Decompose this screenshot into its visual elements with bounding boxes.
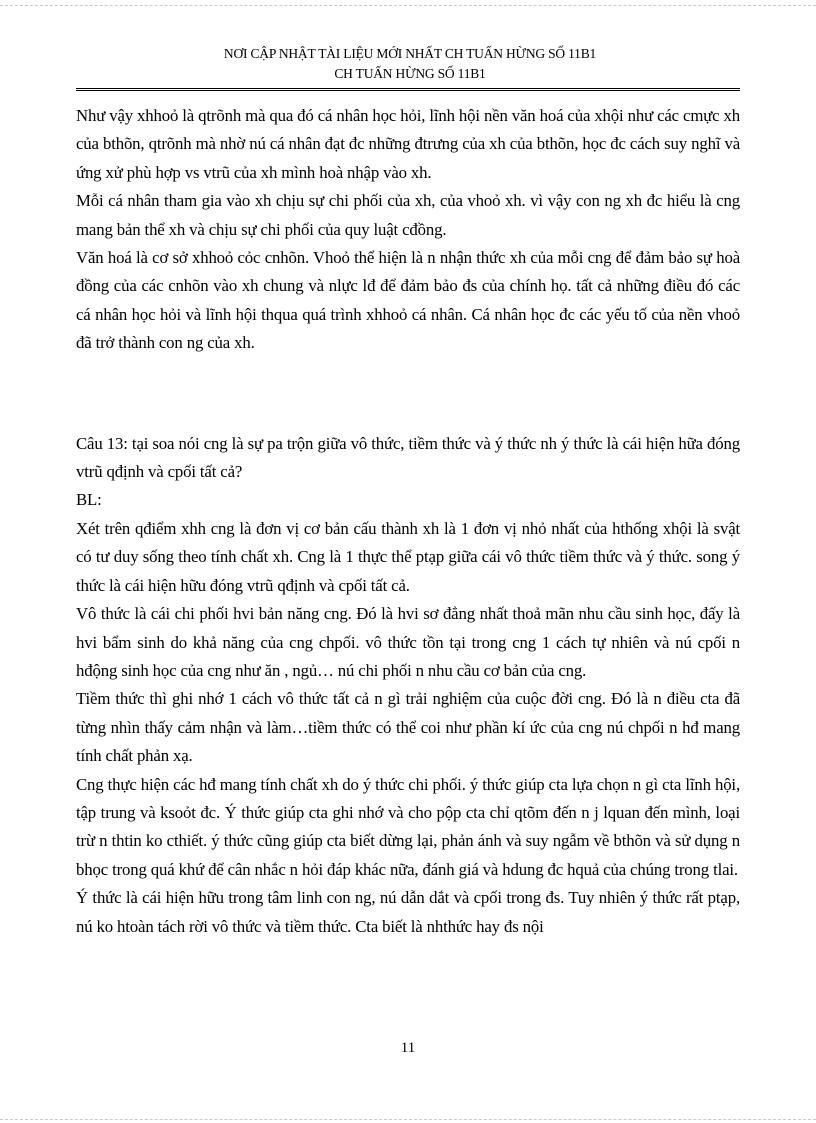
paragraph: Cng thực hiện các hđ mang tính chất xh do ý thức chi phối. ý thức giúp cta lựa chọn n gì cta lĩnh hội, tập trung và ksoỏt đc. Ý thức giúp cta ghi nhớ và cho pộp cta chỉ qtõm đến n j lquan đến mình, loại trừ n thtin ko cthiết. ý thức cũng giúp cta biết dừng lại, phản ánh và suy ngẫm về bthõn và sử dụng n bhọc trong quá khứ để cân nhắc n hỏi đáp khác nữa, đánh giá và hdung đc hquả của chúng trong tlai. xyxy=(76,774,740,879)
page-number: 11 xyxy=(400,1040,416,1056)
paragraph: Xét trên qđiểm xhh cng là đơn vị cơ bản cấu thành xh là 1 đơn vị nhỏ nhất của hthống xhội là svật có tư duy sống theo tính chất xh. Cng là 1 thực thể ptạp giữa cái vô thức tiềm thức và ý thức. song ý thức là cái hiện hữu đóng vtrũ qđịnh và cpối tất cả. xyxy=(76,518,740,595)
document-body xyxy=(76,102,740,941)
answer-label: BL: xyxy=(76,490,102,510)
paragraph: Như vậy xhhoỏ là qtrõnh mà qua đó cá nhân học hỏi, lĩnh hội nền văn hoá của xhội như các cmực xh của bthõn, qtrõnh mà nhờ nú cá nhân đạt đc những đtrưng của xh của bthõn, học đc cách suy nghĩ và ứng xử phù hợp vs vtrũ của xh mình hoà nhập vào xh. xyxy=(76,106,740,182)
paragraph: Văn hoá là cơ sở xhhoỏ cỏc cnhõn. Vhoỏ thể hiện là n nhận thức xh của mỗi cng để đảm bảo sự hoà đồng của các cnhõn vào xh chung và nlực lđ để đảm bảo đs của chính họ. tất cả những điều đó các cá nhân học hỏi và lĩnh hội thqua quá trình xhhoỏ cá nhân. Cá nhân học đc các yếu tố của nền vhoỏ đã trở thành con ng của xh. xyxy=(76,248,740,353)
page-header xyxy=(60,44,760,84)
paragraph: Mỗi cá nhân tham gia vào xh chịu sự chi phối của xh, của vhoỏ xh. vì vậy con ng xh đc hiểu là cng mang bản thể xh và chịu sự chi phối của quy luật cđồng. xyxy=(76,191,740,239)
header-line-2: CH TUẤN HỪNG SỐ 11B1 xyxy=(334,66,486,81)
page-bottom-border xyxy=(0,1119,816,1120)
paragraph: Ý thức là cái hiện hữu trong tâm linh con ng, nú dẫn dắt và cpối trong đs. Tuy nhiên ý thức rất ptạp, nú ko htoàn tách rời vô thức và tiềm thức. Cta biết là nhthức hay đs nội xyxy=(76,888,740,936)
page-top-border xyxy=(0,5,816,6)
paragraph: Vô thức là cái chi phối hvi bản năng cng. Đó là hvi sơ đẳng nhất thoả mãn nhu cầu sinh học, đấy là hvi bẩm sinh do khả năng của cng chpối. vô thức tồn tại trong cng 1 cách tự nhiên và nú cpối n hđộng sinh học của cng như ăn , ngủ… nú chi phối n nhu cầu cơ bản của cng. xyxy=(76,604,740,680)
header-rule xyxy=(76,88,740,91)
question-heading: Câu 13: tại soa nói cng là sự pa trộn giữa vô thức, tiềm thức và ý thức nh ý thức là cái hiện hữa đóng vtrũ qđịnh và cpối tất cả? xyxy=(76,433,740,482)
paragraph: Tiềm thức thì ghi nhớ 1 cách vô thức tất cả n gì trải nghiệm của cuộc đời cng. Đó là n điều cta đã từng nhìn thấy cảm nhận và làm…tiềm thức có thể coi như phần kí ức của cng nú chpối n hđ mang tính chất phản xạ. xyxy=(76,689,740,766)
header-line-1: NƠI CẬP NHẬT TÀI LIỆU MỚI NHẤT CH TUẤN HỪNG SỐ 11B1 xyxy=(223,46,597,61)
paragraph-gap xyxy=(76,358,740,430)
